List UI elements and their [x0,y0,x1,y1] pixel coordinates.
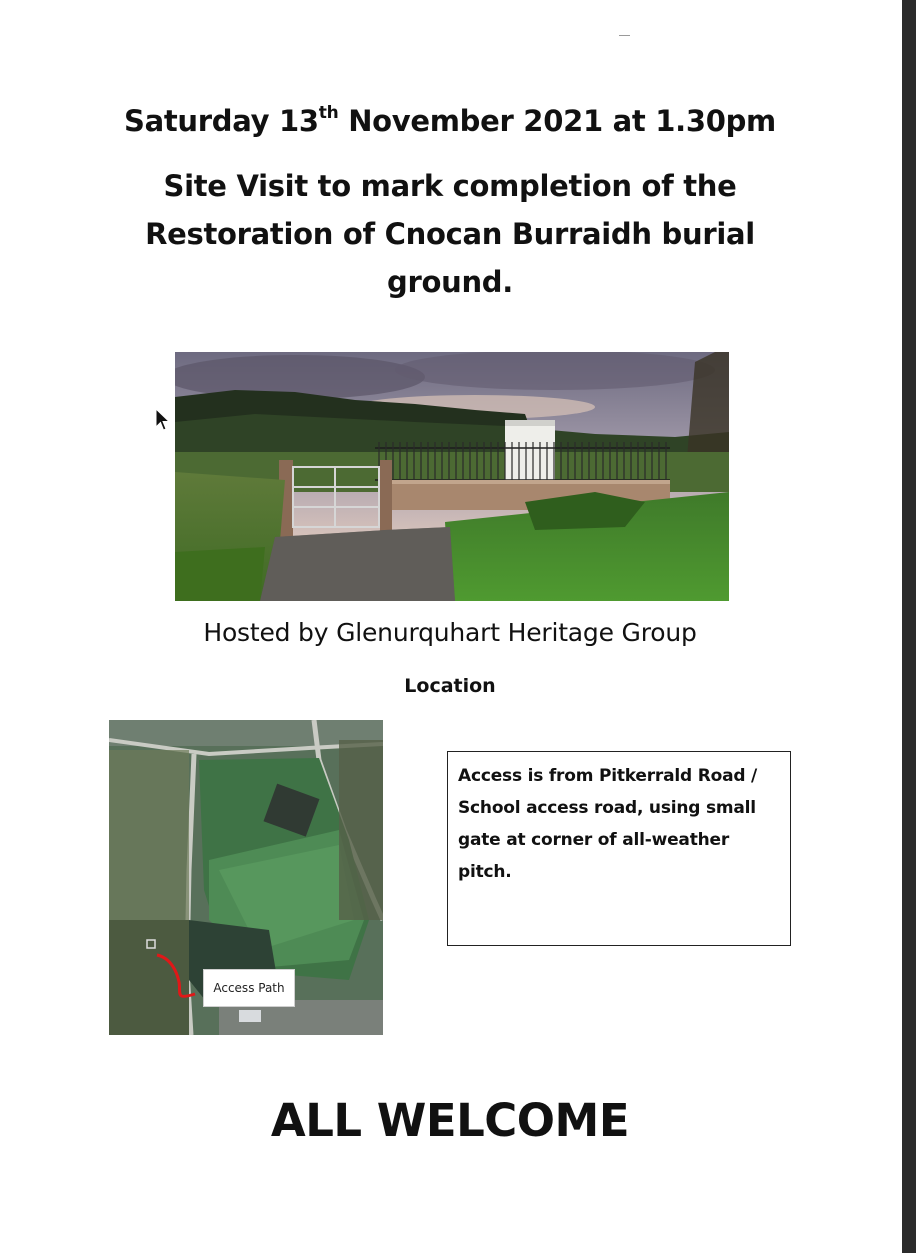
event-date-rest: November 2021 at 1.30pm [338,104,776,138]
location-heading: Location [404,675,496,697]
mouse-pointer-icon [155,408,171,432]
burial-ground-photo [175,352,729,601]
map-access-path-label: Access Path [203,969,295,1007]
event-date-suffix: th [318,103,339,124]
all-welcome: ALL WELCOME [270,1094,630,1147]
page-edge [902,0,916,1253]
access-info-box: Access is from Pitkerrald Road / School access road, using small gate at corner of all-weather pitch. [447,751,791,946]
hosted-by: Hosted by Glenurquhart Heritage Group [203,618,697,647]
event-headline: Site Visit to mark completion of the Restoration of Cnocan Burraidh burial ground. [145,169,755,299]
top-mark [619,35,630,36]
event-date [0,104,900,138]
event-date-day: Saturday 13 [124,104,319,138]
